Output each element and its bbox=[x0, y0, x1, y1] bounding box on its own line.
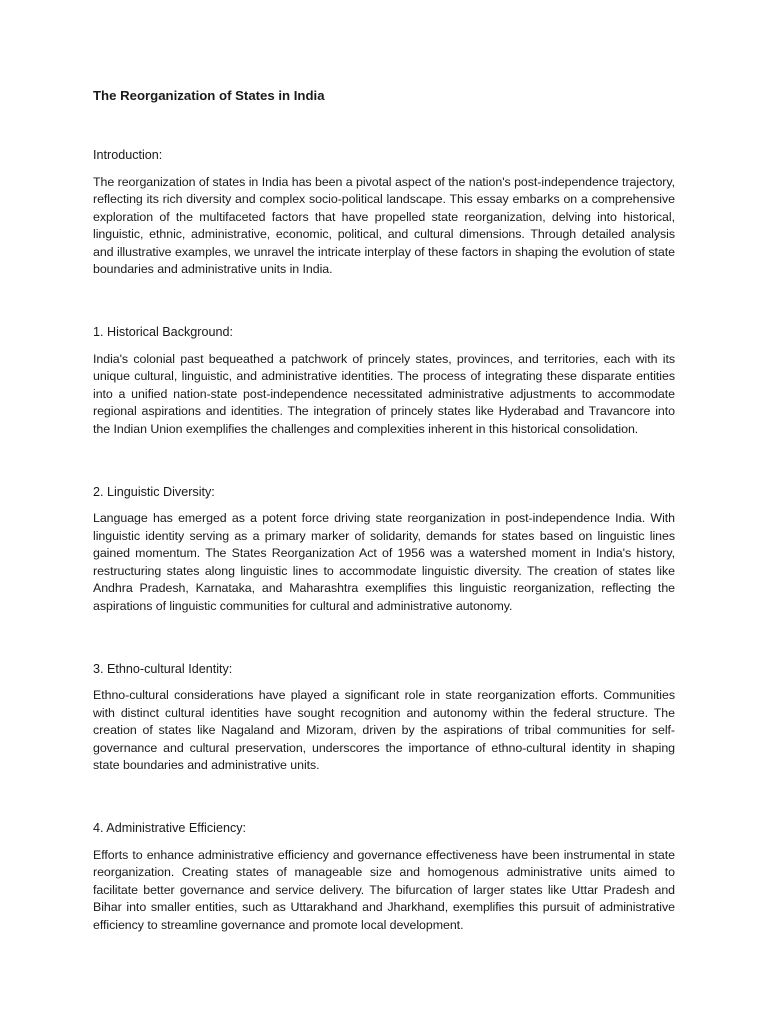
document-page bbox=[93, 87, 675, 980]
section-heading: 4. Administrative Efficiency: bbox=[93, 821, 247, 836]
section-paragraph: Ethno-cultural considerations have played a significant role in state reorganization efforts. Communities with distinct cultural identities have sought recognition and autonomy within the federal structure. The creation of states like Nagaland and Mizoram, driven by the aspirations of tribal communities for self-governance and cultural preservation, underscores the importance of ethno-cultural identity in shaping state boundaries and administrative units. bbox=[93, 688, 675, 773]
section-ethno-cultural-identity bbox=[93, 661, 675, 775]
document-title: The Reorganization of States in India bbox=[93, 88, 325, 103]
section-heading: 3. Ethno-cultural Identity: bbox=[93, 661, 233, 676]
section-heading: 2. Linguistic Diversity: bbox=[93, 484, 215, 499]
section-heading: Introduction: bbox=[93, 148, 163, 162]
section-historical-background bbox=[93, 324, 675, 438]
section-paragraph: The reorganization of states in India has been a pivotal aspect of the nation's post-independence trajectory, reflecting its rich diversity and complex socio-political landscape. This essay embarks on a comprehensive exploration of the multifaceted factors that have propelled state reorganization, delving into historical, linguistic, ethnic, administrative, economic, political, and cultural dimensions. Through detailed analysis and illustrative examples, we unravel the intricate interplay of these factors in shaping the evolution of state boundaries and administrative units in India. bbox=[93, 174, 675, 277]
section-paragraph: Language has emerged as a potent force driving state reorganization in post-independence India. With linguistic identity serving as a primary marker of solidarity, demands for states based on linguistic lines gained momentum. The States Reorganization Act of 1956 was a watershed moment in India's history, restructuring states along linguistic lines to accommodate linguistic diversity. The creation of states like Andhra Pradesh, Karnataka, and Maharashtra exemplifies this linguistic reorganization, reflecting the aspirations of linguistic communities for cultural and administrative autonomy. bbox=[93, 511, 675, 613]
section-heading: 1. Historical Background: bbox=[93, 325, 233, 340]
section-administrative-efficiency bbox=[93, 820, 675, 934]
section-paragraph: Efforts to enhance administrative efficiency and governance effectiveness have been instrumental in state reorganization. Creating states of manageable size and homogenous administrative units aimed to facilitate better governance and service delivery. The bifurcation of larger states like Uttar Pradesh and Bihar into smaller entities, such as Uttarakhand and Jharkhand, exemplifies this pursuit of administrative efficiency to streamline governance and promote local development. bbox=[93, 847, 675, 932]
section-linguistic-diversity bbox=[93, 484, 675, 616]
section-paragraph: India's colonial past bequeathed a patchwork of princely states, provinces, and territories, each with its unique cultural, linguistic, and administrative identities. The process of integrating these disparate entities into a unified nation-state post-independence necessitated administrative adjustments to accommodate regional aspirations and identities. The integration of princely states like Hyderabad and Travancore into the Indian Union exemplifies the challenges and complexities inherent in this historical consolidation. bbox=[93, 351, 675, 436]
section-introduction bbox=[93, 147, 675, 279]
